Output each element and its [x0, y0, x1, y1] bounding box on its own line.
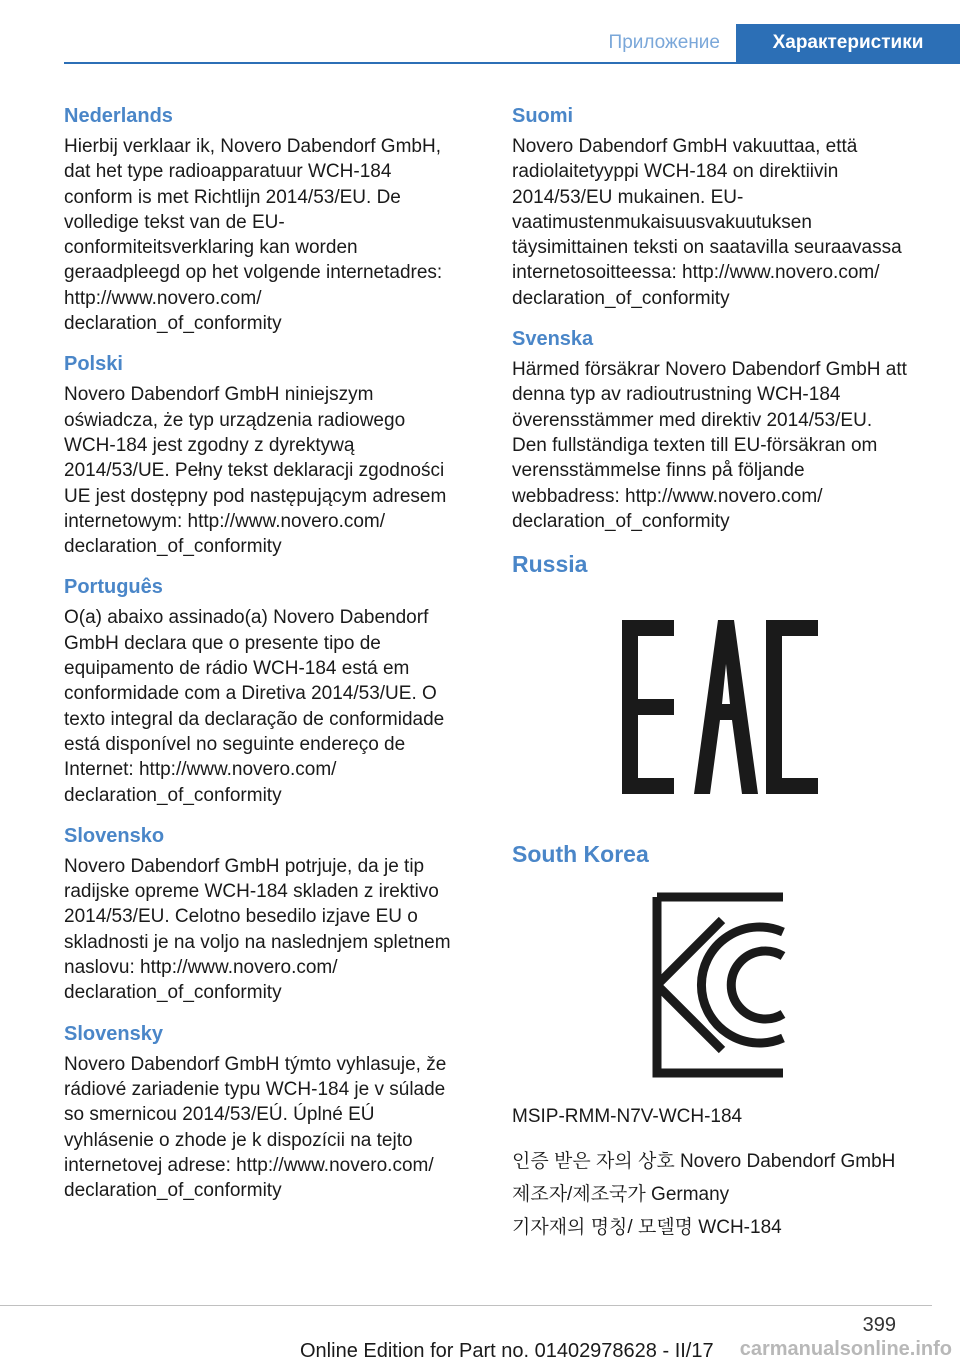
section-text: Novero Dabendorf GmbH potrjuje, da je tip radijske opreme WCH-184 skladen z irektivo 2014/53/EU. Celotno besedilo izjave EU o skladnosti je na voljo na naslednjem spletnem naslovu: http://www.novero.com/ declaration_of_conformity	[64, 855, 451, 1004]
section-portugues	[64, 573, 474, 807]
eac-mark-icon	[622, 620, 818, 794]
section-polski	[64, 350, 474, 559]
edition-text: Online Edition for Part no. 01402978628 - II/17	[300, 1340, 714, 1362]
section-title: Português	[64, 576, 163, 599]
korea-certification-code: MSIP-RMM-N7V-WCH-184	[512, 1106, 743, 1128]
section-title: Nederlands	[64, 105, 173, 127]
right-column	[512, 102, 932, 1240]
watermark: carmanualsonline.info	[739, 1338, 952, 1360]
section-title: Suomi	[512, 105, 574, 127]
section-text: Novero Dabendorf GmbH niniejszym oświadcza, że typ urządzenia radiowego WCH-184 jest zgodny z dyrektywą 2014/53/UE. Pełny tekst deklaracji zgodności UE jest dostępny pod następującym adresem internetowym: http://www.novero.com/ declaration_of_conformity	[64, 384, 447, 558]
footer-divider	[0, 1305, 932, 1306]
section-suomi	[512, 102, 932, 311]
section-text: Hierbij verklaar ik, Novero Dabendorf GmbH, dat het type radioapparatuur WCH-184 conform is met Richtlijn 2014/53/EU. De volledige tekst van de EU- conformiteitsverklaring kan worden geraadpleegd op het volgende internetadres: http://www.novero.com/ declaration_of_conformity	[64, 136, 443, 335]
section-text: O(a) abaixo assinado(a) Novero Dabendorf GmbH declara que o presente tipo de equipamento de rádio WCH-184 está em conformidade com a Diretiva 2014/53/UE. O texto integral da declaração de conformidade está disponível no seguinte endereço de Internet: http://www.novero.com/ declaration_of_conformity	[64, 607, 445, 806]
section-text: Novero Dabendorf GmbH týmto vyhlasuje, že rádiové zariadenie typu WCH-184 je v súlade so smernicou 2014/53/EÚ. Úplné EÚ vyhlásenie o zhode je k dispozícii na tejto internetovej adrese: http://www.novero.com/ declaration_of_conformity	[64, 1053, 447, 1202]
korea-title: South Korea	[512, 841, 649, 868]
section-slovensko	[64, 822, 474, 1006]
section-title: Polski	[64, 353, 123, 376]
breadcrumb-specifications[interactable]: Характеристики	[736, 24, 960, 62]
section-title: Slovensky	[64, 1022, 163, 1045]
korea-model: 기자재의 명칭/ 모델명 WCH-184	[512, 1217, 782, 1239]
section-slovensky	[64, 1020, 474, 1204]
section-title: Slovensko	[64, 824, 165, 847]
section-title: Svenska	[512, 328, 594, 351]
header-bar	[64, 24, 960, 64]
section-nederlands	[64, 102, 474, 336]
section-russia	[512, 548, 932, 794]
left-column	[64, 102, 474, 1217]
kc-mark-icon	[652, 892, 788, 1078]
breadcrumb-appendix[interactable]: Приложение	[608, 32, 720, 53]
section-text: Härmed försäkrar Novero Dabendorf GmbH att denna typ av radioutrustning WCH-184 överensstämmer med direktiv 2014/53/EU. Den fullständiga texten till EU-försäkran om verensstämmelse finns på följande webbadress: http://www.novero.com/ declaration_of_conformity	[512, 359, 907, 532]
korea-manufacturer: 인증 받은 자의 상호 Novero Dabendorf GmbH	[512, 1151, 896, 1173]
page-number: 399	[862, 1314, 896, 1336]
korea-country: 제조자/제조국가 Germany	[512, 1184, 730, 1206]
russia-title: Russia	[512, 551, 588, 578]
section-svenska	[512, 325, 932, 534]
section-south-korea	[512, 838, 932, 1240]
section-text: Novero Dabendorf GmbH vakuuttaa, että radiolaitetyyppi WCH-184 on direktiivin 2014/53/EU mukainen. EU- vaatimustenmukaisuusvakuutuksen täysimittainen teksti on saatavilla seuraavassa internetosoitteessa: http://www.novero.com/ declaration_of_conformity	[512, 136, 902, 309]
